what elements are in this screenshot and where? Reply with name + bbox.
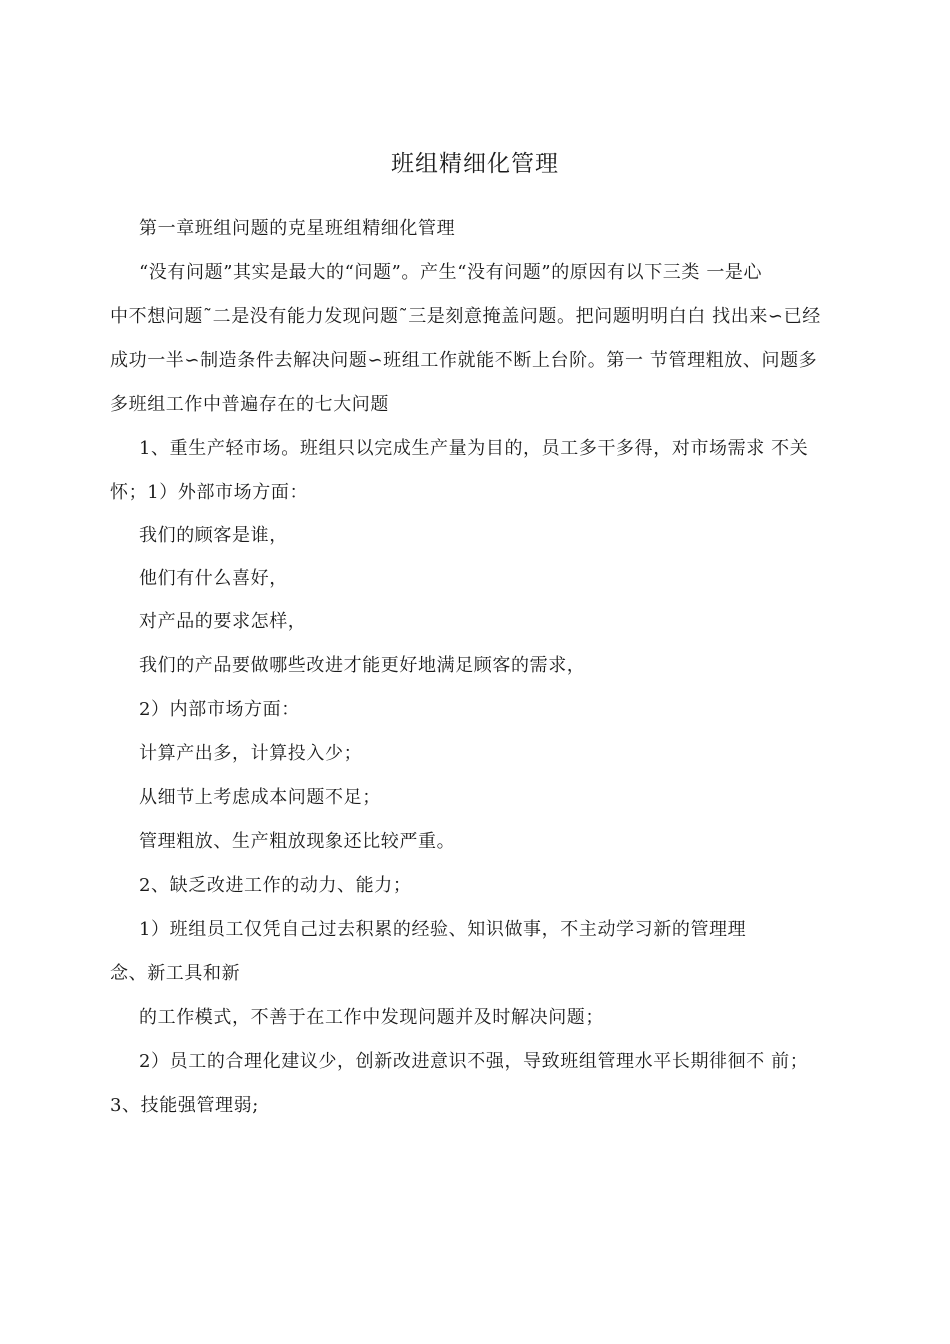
list-line: 对产品的要求怎样， (139, 611, 307, 632)
list-line: 2、缺乏改进工作的动力、能力； (139, 875, 412, 896)
paragraph-line: 怀；1）外部市场方面： (110, 482, 309, 503)
paragraph-line: 成功一半∽制造条件去解决问题∽班组工作就能不断上台阶。第一 节管理粗放、问题多 (110, 350, 818, 371)
list-line: 我们的产品要做哪些改进才能更好地满足顾客的需求， (139, 655, 586, 676)
list-line: 2）员工的合理化建议少，创新改进意识不强，导致班组管理水平长期徘徊不 前； (139, 1051, 809, 1072)
list-line: 念、新工具和新 (110, 963, 241, 984)
list-line: 管理粗放、生产粗放现象还比较严重。 (139, 831, 456, 852)
list-line: 1）班组员工仅凭自己过去积累的经验、知识做事，不主动学习新的管理理 (139, 919, 747, 940)
list-line: 2）内部市场方面： (139, 699, 300, 720)
list-line: 计算产出多，计算投入少； (139, 743, 363, 764)
list-line: 从细节上考虑成本问题不足； (139, 787, 381, 808)
chapter-heading: 第一章班组问题的克星班组精细化管理 (139, 218, 456, 239)
document-title: 班组精细化管理 (391, 151, 559, 177)
list-line: 我们的顾客是谁， (139, 525, 288, 546)
paragraph-line: 多班组工作中普遍存在的七大问题 (110, 394, 389, 415)
paragraph-line: 1、重生产轻市场。班组只以完成生产量为目的，员工多干多得，对市场需求 不关 (139, 438, 809, 459)
paragraph-line: “没有问题”其实是最大的“问题”。产生“没有问题”的原因有以下三类 一是心 (139, 262, 763, 283)
list-line: 3、技能强管理弱; (110, 1095, 259, 1116)
paragraph-line: 中不想问题˜二是没有能力发现问题˜三是刻意掩盖问题。把问题明明白白 找出来∽已经 (110, 306, 821, 327)
list-line: 的工作模式，不善于在工作中发现问题并及时解决问题； (139, 1007, 604, 1028)
list-line: 他们有什么喜好， (139, 568, 288, 589)
